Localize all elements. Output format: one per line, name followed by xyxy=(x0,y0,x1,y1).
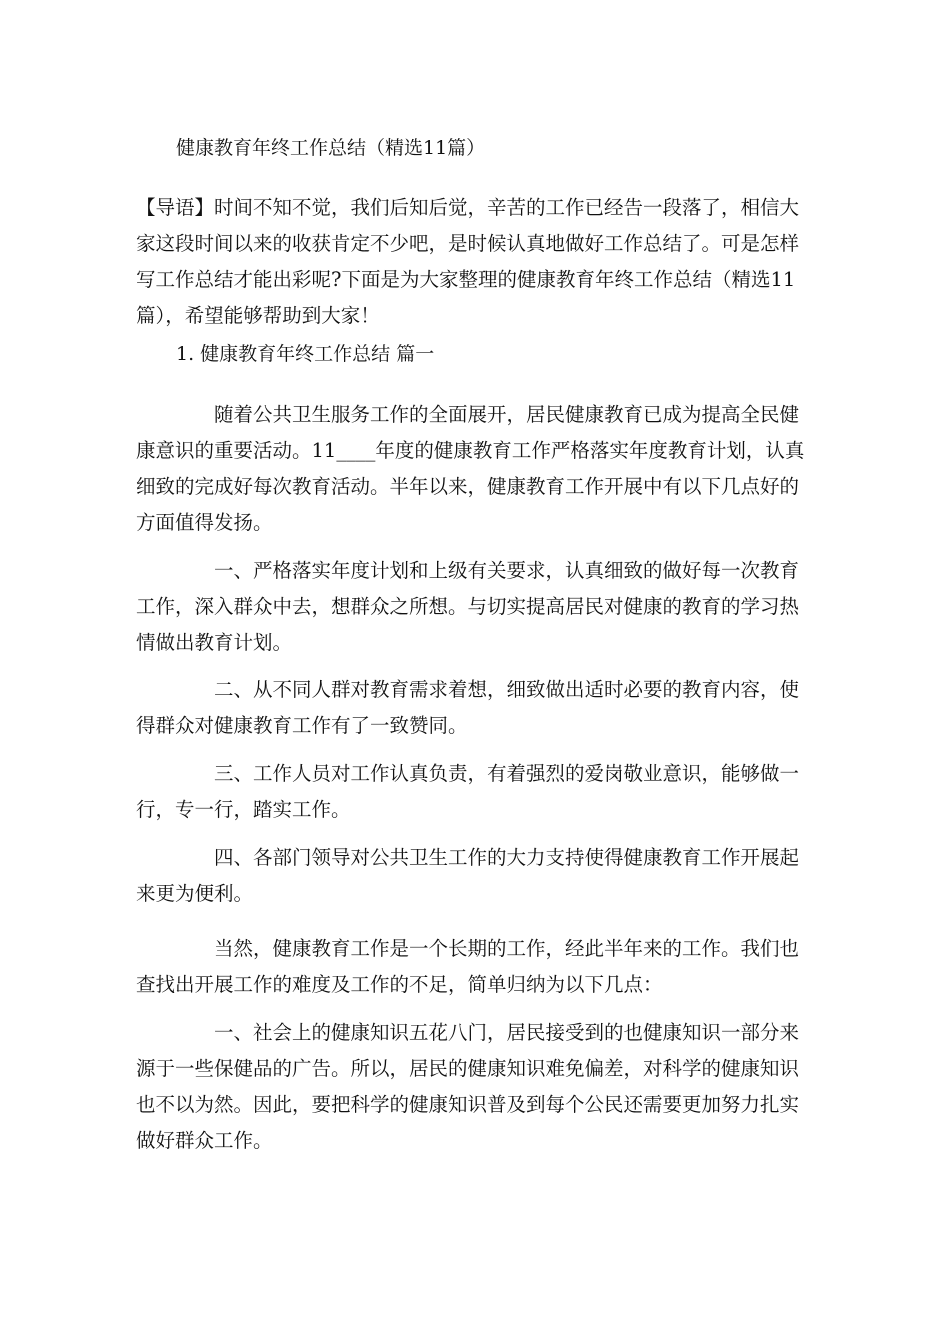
body-paragraph: 一、社会上的健康知识五花八门，居民接受到的也健康知识一部分来源于一些保健品的广告。所以，居民的健康知识难免偏差，对科学的健康知识也不以为然。因此，要把科学的健康知识普及到每个公民还需要更加努力扎实做好群众工作。 xyxy=(136,1021,800,1152)
body-paragraph: 三、工作人员对工作认真负责，有着强烈的爱岗敬业意识，能够做一行，专一行，踏实工作。 xyxy=(136,762,800,821)
body-paragraph: 四、各部门领导对公共卫生工作的大力支持使得健康教育工作开展起来更为便利。 xyxy=(136,846,800,905)
lead-paragraph: 【导语】时间不知不觉，我们后知后觉，辛苦的工作已经告一段落了，相信大家这段时间以来的收获肯定不少吧，是时候认真地做好工作总结了。可是怎样写工作总结才能出彩呢?下面是为大家整理的健康教育年终工作总结（精选11篇），希望能够帮助到大家！ xyxy=(136,196,800,327)
body-paragraph: 二、从不同人群对教育需求着想，细致做出适时必要的教育内容，使得群众对健康教育工作有了一致赞同。 xyxy=(136,678,800,737)
document-title: 健康教育年终工作总结（精选11篇） xyxy=(176,137,486,159)
section-heading: 1. 健康教育年终工作总结 篇一 xyxy=(176,343,435,365)
body-paragraph: 随着公共卫生服务工作的全面展开，居民健康教育已成为提高全民健康意识的重要活动。11____年度的健康教育工作严格落实年度教育计划，认真细致的完成好每次教育活动。半年以来，健康教育工作开展中有以下几点好的方面值得发扬。 xyxy=(136,403,805,534)
body-paragraph: 一、严格落实年度计划和上级有关要求，认真细致的做好每一次教育工作，深入群众中去，想群众之所想。与切实提高居民对健康的教育的学习热情做出教育计划。 xyxy=(136,559,800,654)
body-paragraph: 当然，健康教育工作是一个长期的工作，经此半年来的工作。我们也查找出开展工作的难度及工作的不足，简单归纳为以下几点： xyxy=(136,937,800,996)
